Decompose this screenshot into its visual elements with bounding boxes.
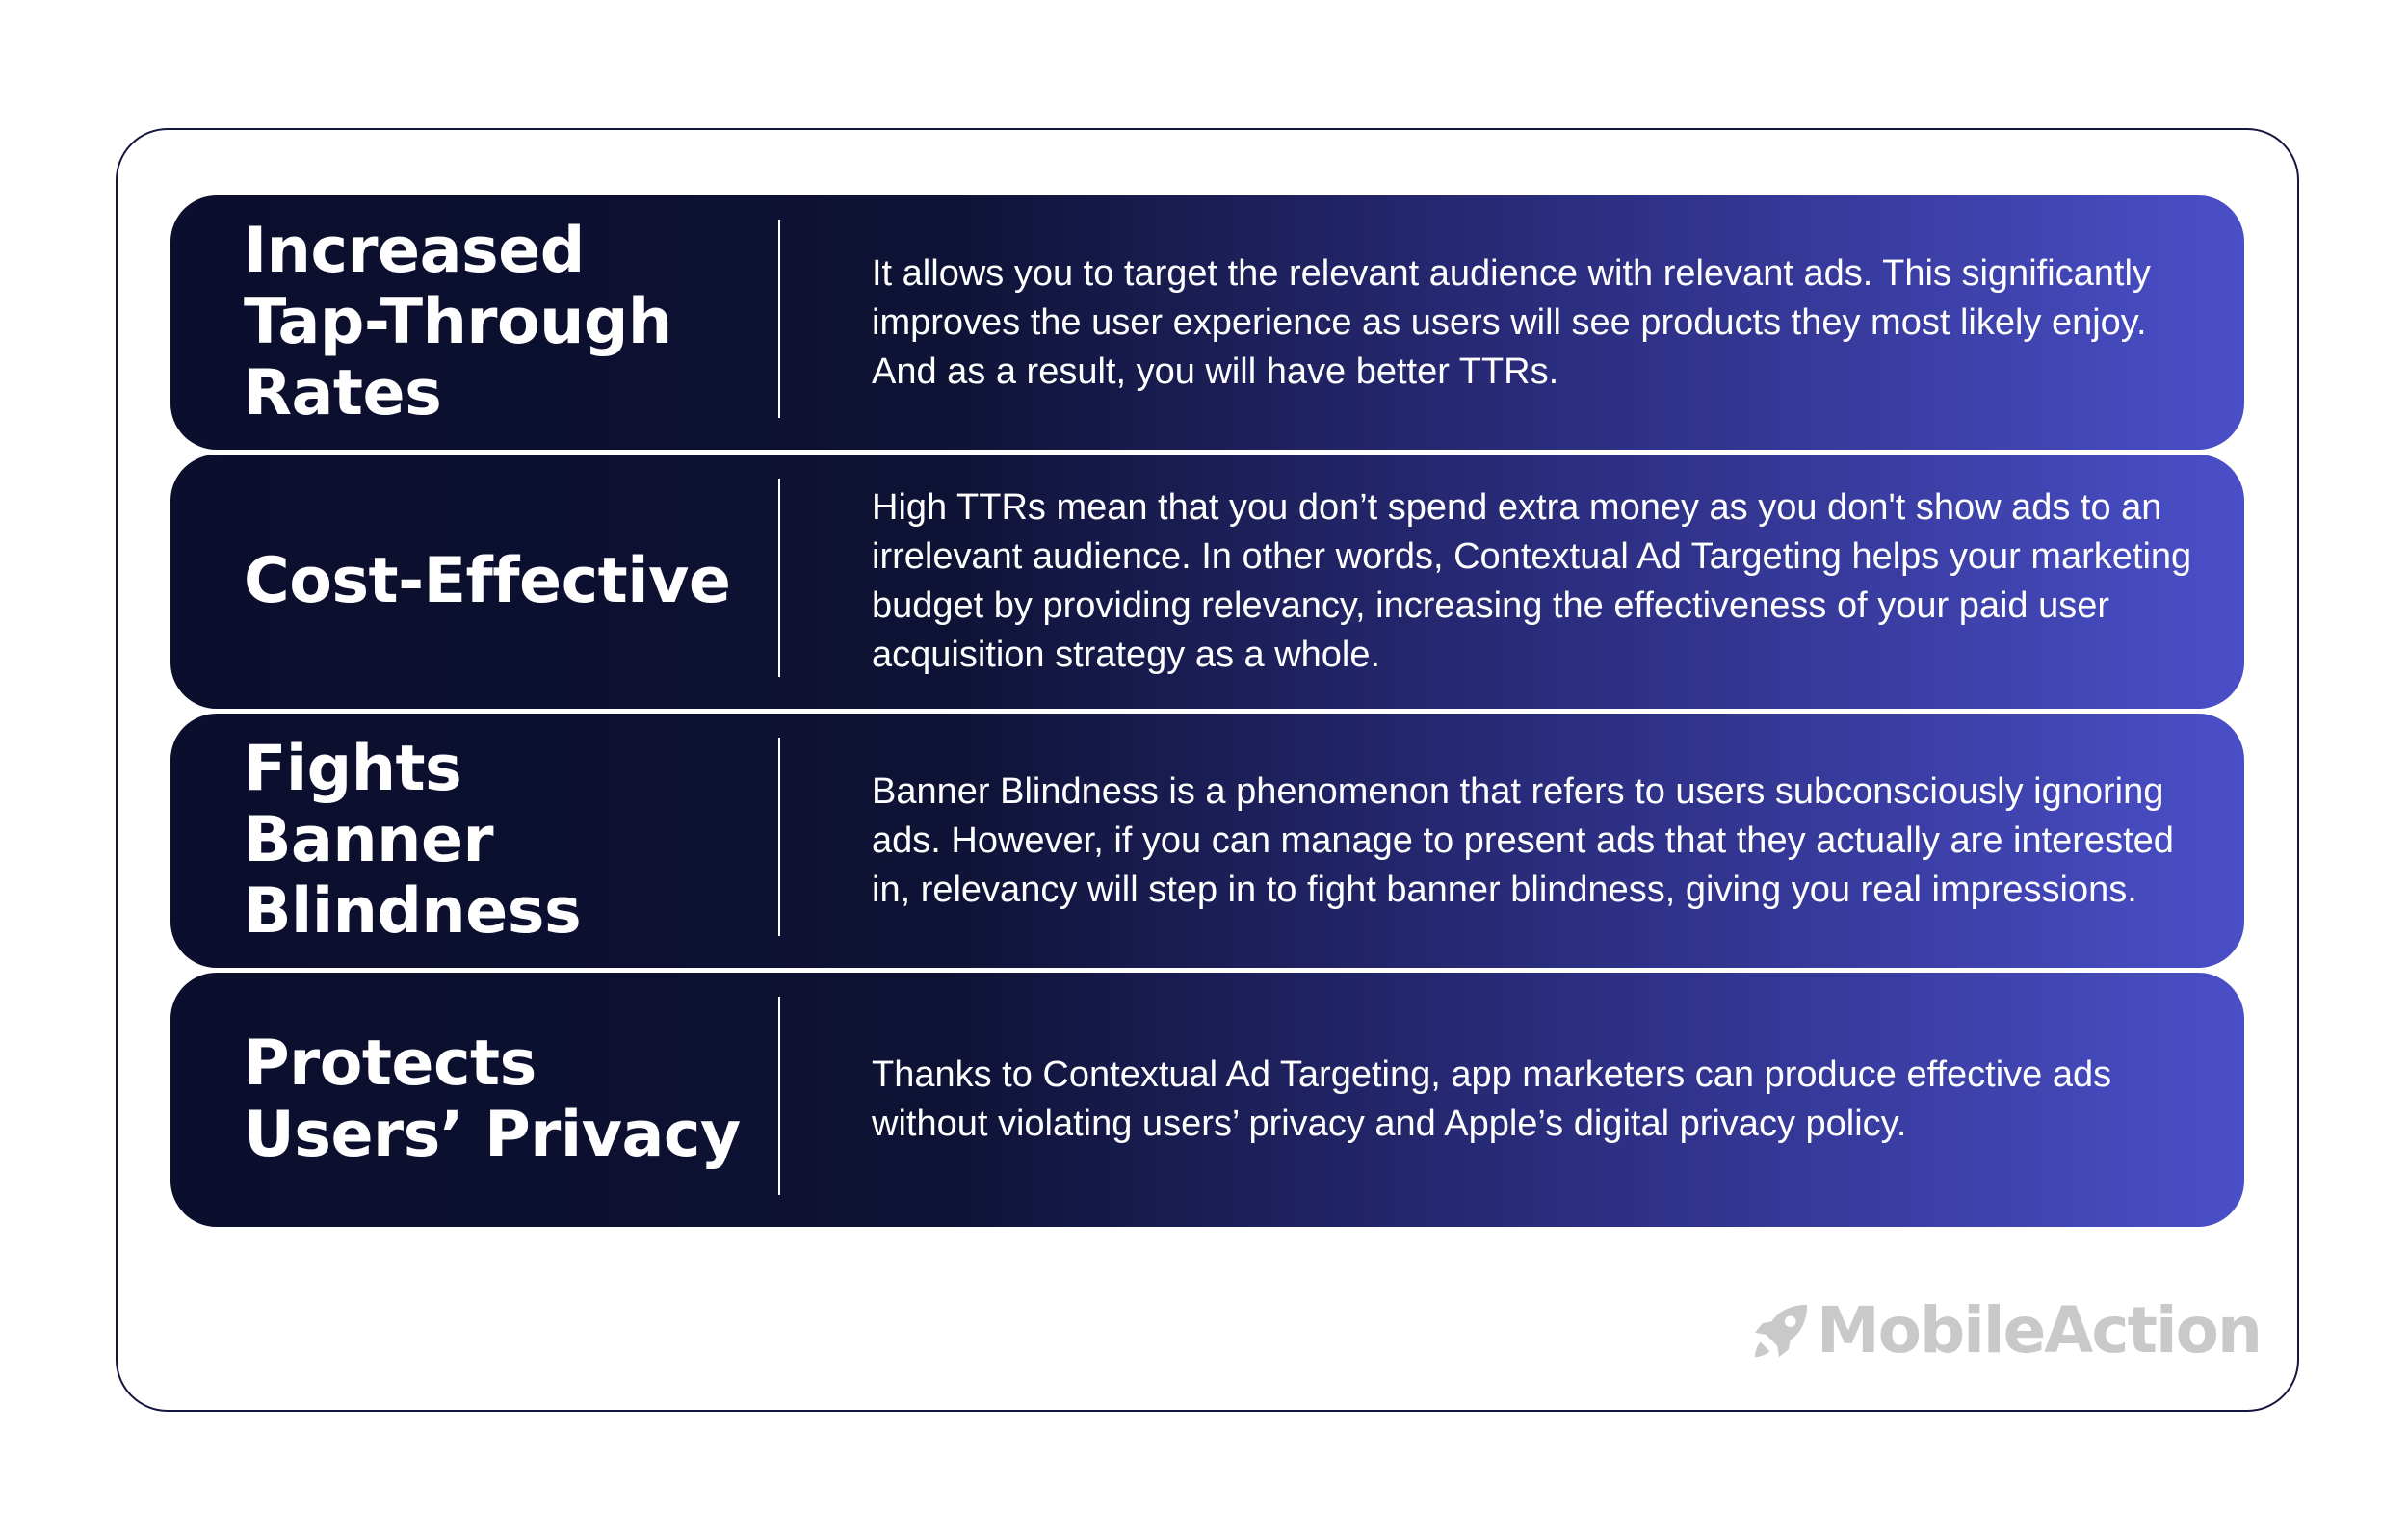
benefit-title — [244, 455, 783, 709]
card-divider — [778, 738, 780, 936]
benefit-title-text: Protects Users’ Privacy — [244, 1028, 741, 1171]
benefit-title-text: Fights Banner Blindness — [244, 733, 582, 948]
benefit-title-text: Increased Tap-Through Rates — [244, 215, 672, 429]
benefit-card-users-privacy — [170, 973, 2244, 1227]
card-divider — [778, 997, 780, 1195]
benefit-description — [872, 195, 2211, 450]
benefit-title — [244, 973, 783, 1227]
benefit-description-text: It allows you to target the relevant audience with relevant ads. This significantly improves the user experience as users will see products they most likely enjoy. And as a result, you will have better TTRs. — [872, 252, 2151, 392]
benefit-card-tap-through-rates — [170, 195, 2244, 450]
mobileaction-logo — [1751, 1292, 2261, 1369]
card-divider — [778, 479, 780, 677]
card-divider — [778, 220, 780, 418]
benefit-card-banner-blindness — [170, 714, 2244, 968]
benefit-title-text: Cost-Effective — [244, 545, 731, 617]
benefit-title — [244, 714, 783, 968]
benefit-description-text: High TTRs mean that you don’t spend extra money as you don't show ads to an irrelevant audience. In other words, Contextual Ad Targeting helps your marketing budget by providing relevancy, increasing the effectiveness of your paid user acquisition strategy as a whole. — [872, 487, 2192, 675]
benefit-description-text: Thanks to Contextual Ad Targeting, app marketers can produce effective ads without violating users’ privacy and Apple’s digital privacy policy. — [872, 1054, 2112, 1144]
benefit-description — [872, 714, 2211, 968]
benefit-description — [872, 973, 2211, 1227]
rocket-logo-icon — [1751, 1301, 1811, 1361]
logo-text: MobileAction — [1817, 1293, 2261, 1367]
benefit-card-cost-effective — [170, 455, 2244, 709]
benefit-description-text: Banner Blindness is a phenomenon that refers to users subconsciously ignoring ads. However, if you can manage to present ads that they actually are interested in, relevancy will step in to fight banner blindness, giving you real impressions. — [872, 770, 2174, 910]
benefit-title — [244, 195, 783, 450]
benefit-description — [872, 455, 2211, 709]
